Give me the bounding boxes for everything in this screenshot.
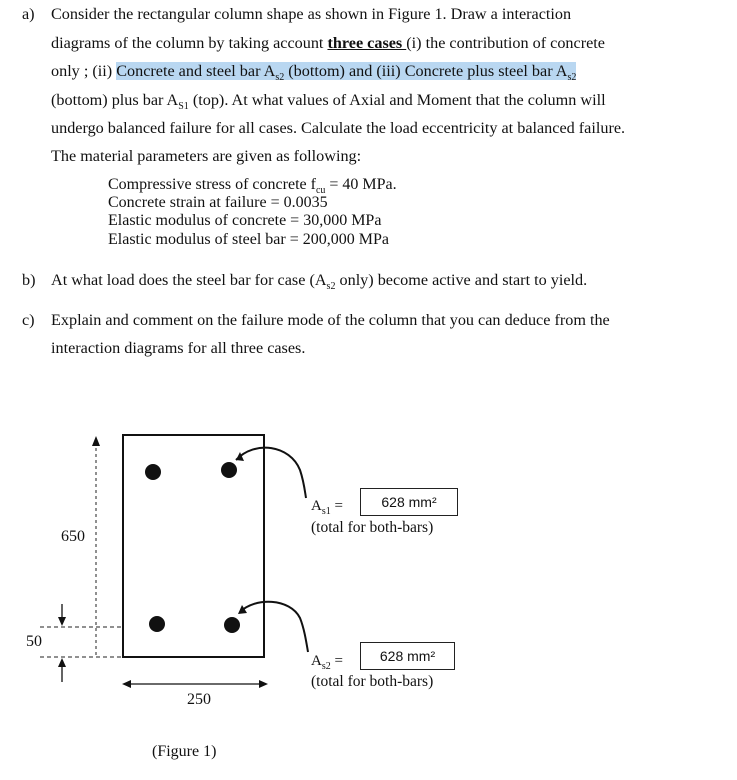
width-arrow-right bbox=[259, 680, 268, 688]
height-arrow-top bbox=[92, 436, 100, 446]
material-fcu: Compressive stress of concrete $f_{cu} = 40$ MPa. bbox=[108, 176, 397, 197]
part-b-label: b) bbox=[22, 271, 36, 289]
material-es: Elastic modulus of steel bar = 200,000 MPa bbox=[108, 231, 389, 248]
column-section bbox=[123, 435, 264, 657]
rebar-top-left bbox=[145, 464, 161, 480]
figure-caption: (Figure 1) bbox=[152, 743, 217, 760]
rebar-top-right bbox=[221, 462, 237, 478]
as1-label: $A_{s1}$ = bbox=[311, 498, 343, 517]
material-ec: Elastic modulus of concrete = 30,000 MPa bbox=[108, 212, 382, 229]
dim-cover-label: 50 bbox=[26, 633, 42, 650]
part-a-line-3: only ; (ii) Concrete and steel bar $A_{s2}$ (bottom) and (iii) Concrete plus steel bar $A_{s2}$ bbox=[51, 62, 577, 84]
part-a-line-6: The material parameters are given as following: bbox=[51, 147, 362, 165]
material-strain: Concrete strain at failure = 0.0035 bbox=[108, 194, 328, 211]
part-a-line-2: diagrams of the column by taking account three cases (i) the contribution of concrete bbox=[51, 34, 605, 52]
part-a-label: a) bbox=[22, 5, 35, 23]
dim-height-label: 650 bbox=[61, 528, 85, 545]
part-a-line-1: Consider the rectangular column shape as shown in Figure 1. Draw a interaction bbox=[51, 5, 572, 23]
cover-arrow-up bbox=[58, 658, 66, 667]
part-a-line-4: (bottom) plus bar $A_{S1}$ (top). At what values of Axial and Moment that the column will bbox=[51, 91, 606, 113]
as2-leader-arrowhead bbox=[238, 605, 247, 614]
rebar-bottom-left bbox=[149, 616, 165, 632]
part-c-line-1: Explain and comment on the failure mode of the column that you can deduce from the bbox=[51, 311, 610, 329]
as2-label: $A_{s2}$ = bbox=[311, 653, 343, 672]
width-arrow-left bbox=[122, 680, 131, 688]
as2-note: (total for both-bars) bbox=[311, 673, 434, 690]
part-c-label: c) bbox=[22, 311, 35, 329]
as1-value-box: 628 mm² bbox=[360, 488, 458, 516]
as1-note: (total for both-bars) bbox=[311, 519, 434, 536]
rebar-bottom-right bbox=[224, 617, 240, 633]
as2-leader bbox=[240, 602, 308, 652]
cover-arrow-down bbox=[58, 617, 66, 626]
part-b-text: At what load does the steel bar for case ($A_{s2}$ only) become active and start to yield. bbox=[51, 271, 588, 293]
part-c-line-2: interaction diagrams for all three cases. bbox=[51, 339, 306, 357]
dim-width-label: 250 bbox=[187, 691, 211, 708]
part-a-line-5: undergo balanced failure for all cases. Calculate the load eccentricity at balanced failure. bbox=[51, 119, 626, 137]
as2-value-box: 628 mm² bbox=[360, 642, 455, 670]
as1-leader bbox=[236, 448, 306, 498]
